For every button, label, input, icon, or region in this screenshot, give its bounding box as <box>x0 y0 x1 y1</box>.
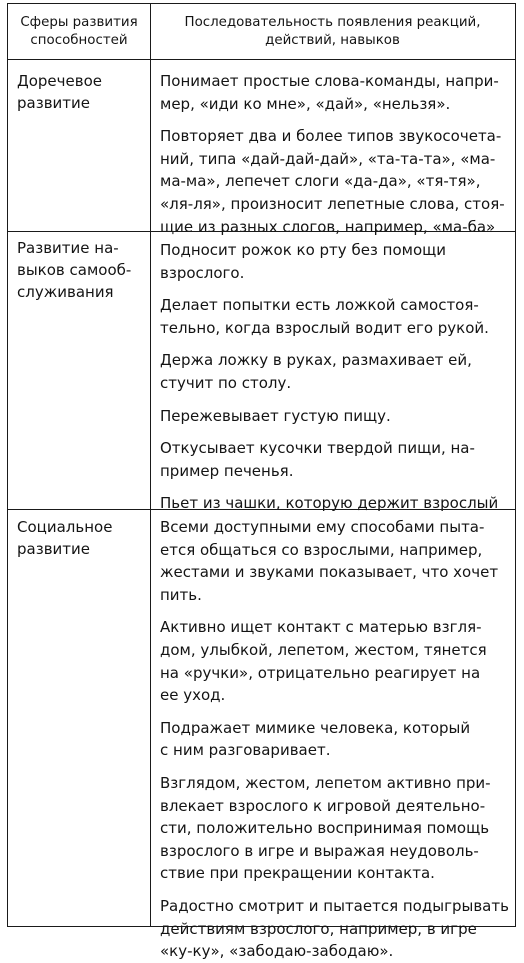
development-table <box>7 3 516 961</box>
list-item: Всеми доступными ему способами пыта- ется общаться со взрослыми, например, жестами и звуками показывает, что хочет пить. <box>160 518 499 604</box>
header-spheres: Сферы развития способностей <box>20 15 138 48</box>
list-item: Активно ищет контакт с матерью взгля- дом, улыбкой, лепетом, жестом, тянется на «ручки», отрицательно реагирует на ее уход. <box>160 618 487 705</box>
header-sequence: Последовательность появления реакций, действий, навыков <box>184 15 481 48</box>
table-row <box>8 60 515 236</box>
list-item: Держа ложку в руках, размахивает ей, стучит по столу. <box>160 351 472 392</box>
list-item: Понимает простые слова-команды, напри- мер, «иди ко мне», «дай», «нельзя». <box>160 72 499 113</box>
list-item: Делает попытки есть ложкой самостоя- тельно, когда взрослый водит его рукой. <box>160 296 489 337</box>
items-list <box>160 70 512 238</box>
list-item: Откусывает кусочки твердой пищи, на- пример печенья. <box>160 439 475 480</box>
sphere-label: Развитие на- выков самооб- служивания <box>17 239 132 301</box>
sphere-label: Доречевое развитие <box>17 72 102 112</box>
table-row <box>8 510 515 961</box>
list-item: Пережевывает густую пищу. <box>160 406 391 425</box>
items-list <box>160 516 512 963</box>
table-row <box>8 232 515 513</box>
list-item: Пьет из чашки, которую держит взрослый <box>160 494 499 513</box>
list-item: Взглядом, жестом, лепетом активно при- влекает взрослого к игровой деятельно- сти, положительно воспринимая помощь взрослого в игре и выражая неудоволь- ствие при прекращении контакта. <box>160 773 491 883</box>
items-list <box>160 239 512 515</box>
list-item: Подражает мимике человека, который с ним разговаривает. <box>160 718 471 760</box>
list-item: Повторяет два и более типов звукосочета- ний, типа «дай-дай-дай», «та-та-та», «ма- ма-ма», лепечет слоги «да-да», «тя-тя», «ля-ля», произносит лепетные слова, стоя- щие из разных слогов, например, «ма-ба» <box>160 127 505 236</box>
sphere-label: Социальное развитие <box>17 518 113 558</box>
list-item: Подносит рожок ко рту без помощи взрослого. <box>160 241 447 282</box>
list-item: Радостно смотрит и пытается подыгрывать действиям взрослого, например, в игре «ку-ку», «забодаю-забодаю». <box>160 896 509 961</box>
